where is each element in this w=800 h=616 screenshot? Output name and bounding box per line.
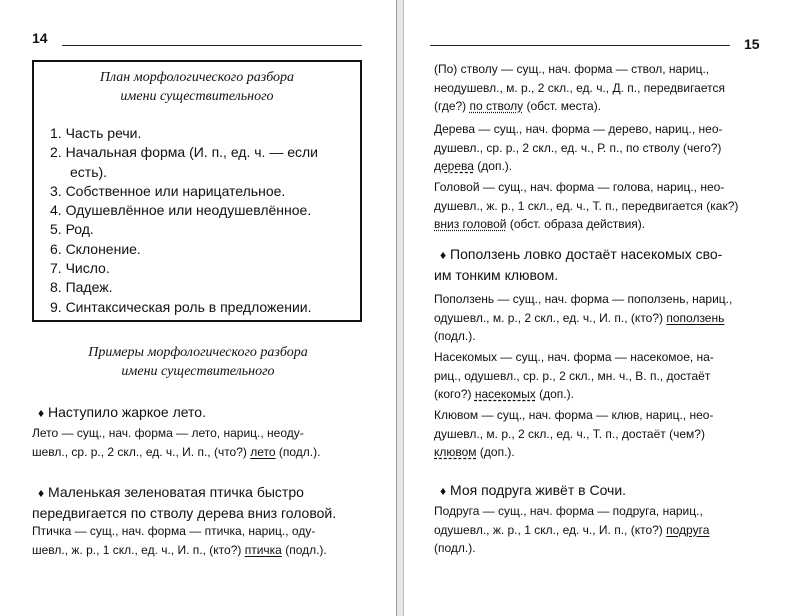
subject-word: птичка xyxy=(244,542,282,557)
plan-item: 5. Род. xyxy=(50,221,94,238)
header-rule xyxy=(62,45,362,46)
example-sentence: ♦ Поползень ловко достаёт насекомых сво- им тонким клювом. xyxy=(434,246,723,283)
examples-title: Примеры морфологического разбора имени существительного xyxy=(88,345,308,379)
plan-item: 2. Начальная форма (И. п., ед. ч. — если xyxy=(50,144,318,161)
header-rule xyxy=(430,45,730,46)
analysis-block: Головой — сущ., нач. форма — голова, нариц., нео- душевл., ж. р., 1 скл., ед. ч., Т. п., передвигается (как?) вниз головой (обст. образа действия). xyxy=(434,180,739,231)
object-word: насекомых xyxy=(474,387,536,401)
plan-item: 7. Число. xyxy=(50,260,110,277)
plan-item: 1. Часть речи. xyxy=(50,125,142,141)
book-spine xyxy=(396,0,404,616)
analysis-block: Насекомых — сущ., нач. форма — насекомое, на- риц., одушевл., ср. р., 2 скл., мн. ч., В. п., достаёт (кого?) насекомых (доп.). xyxy=(434,350,714,401)
bullet-icon: ♦ xyxy=(38,406,45,420)
plan-title: План морфологического разбора имени существительного xyxy=(99,70,295,104)
analysis-block: Дерева — сущ., нач. форма — дерево, нариц., нео- душевл., ср. р., 2 скл., ед. ч., Р. п., по стволу (чего?) дерева (доп.). xyxy=(434,122,723,173)
plan-item: 6. Склонение. xyxy=(50,240,141,257)
page-number: 14 xyxy=(32,30,48,46)
analysis-block: Поползень — сущ., нач. форма — поползень, нариц., одушевл., м. р., 2 скл., ед. ч., И. п., (кто?) поползень (подл.). xyxy=(434,292,733,343)
subject-word: лето xyxy=(250,444,276,459)
example-sentence: ♦ Маленькая зеленоватая птичка быстро передвигается по стволу дерева вниз головой. xyxy=(32,484,337,521)
plan-item: 8. Падеж. xyxy=(50,279,113,296)
plan-item: 9. Синтаксическая роль в предложении. xyxy=(50,298,312,315)
example-analysis: Птичка — сущ., нач. форма — птичка, нариц., оду- шевл., ж. р., 1 скл., ед. ч., И. п., (кто?) птичка (подл.). xyxy=(32,524,327,557)
example-sentence: ♦ Моя подруга живёт в Сочи. xyxy=(440,482,627,498)
page-number: 15 xyxy=(744,36,760,52)
object-word: клювом xyxy=(434,445,477,459)
analysis-block: Подруга — сущ., нач. форма — подруга, нариц., одушевл., ж. р., 1 скл., ед. ч., И. п., (кто?) подруга (подл.). xyxy=(434,504,710,555)
plan-item: 4. Одушевлённое или неодушевлённое. xyxy=(50,202,312,219)
example-sentence: ♦ Наступило жаркое лето. xyxy=(38,404,206,420)
bullet-icon: ♦ xyxy=(440,484,447,498)
adverbial-word: вниз головой xyxy=(434,217,507,231)
plan-item: 3. Собственное или нарицательное. xyxy=(50,182,286,199)
left-page xyxy=(0,0,396,616)
subject-word: подруга xyxy=(666,522,710,537)
bullet-icon: ♦ xyxy=(440,248,447,262)
right-page xyxy=(404,0,800,616)
subject-word: поползень xyxy=(666,310,725,325)
plan-item: есть). xyxy=(70,163,108,180)
object-word: дерева xyxy=(434,159,474,173)
plan-box xyxy=(32,60,362,322)
adverbial-word: по стволу xyxy=(469,99,524,113)
plan-list xyxy=(50,124,318,317)
analysis-block: (По) стволу — сущ., нач. форма — ствол, нариц., неодушевл., м. р., 2 скл., ед. ч., Д. п., передвигается (где?) по стволу (обст. места). xyxy=(434,62,725,113)
example-analysis: Лето — сущ., нач. форма — лето, нариц., неоду- шевл., ср. р., 2 скл., ед. ч., И. п., (что?) лето (подл.). xyxy=(32,426,321,459)
analysis-block: Клювом — сущ., нач. форма — клюв, нариц., нео- душевл., м. р., 2 скл., ед. ч., Т. п., достаёт (чем?) клювом (доп.). xyxy=(434,408,714,459)
bullet-icon: ♦ xyxy=(38,486,45,500)
